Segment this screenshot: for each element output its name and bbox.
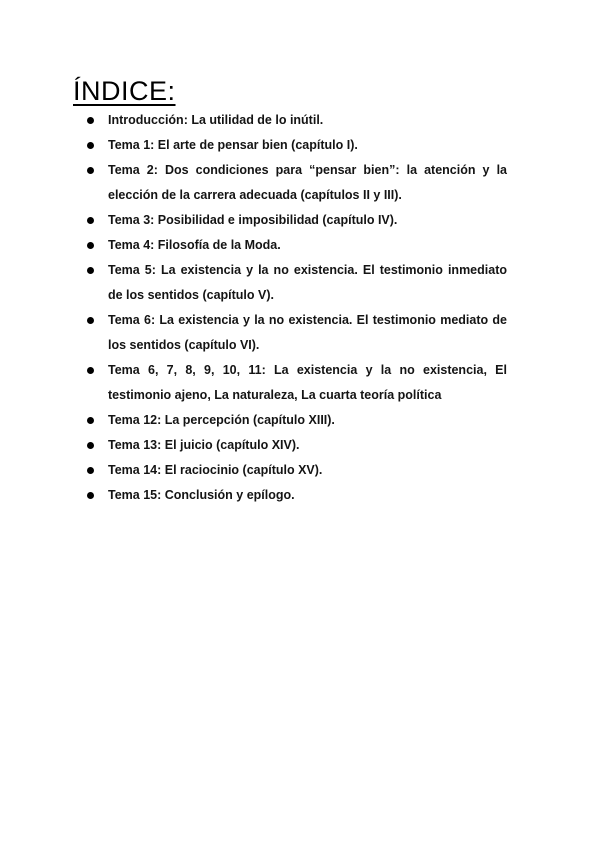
toc-item-label: Tema 2: Dos condiciones para “pensar bien”: la atención y la elección de la carrera adecuada (capítulos II y III).	[108, 163, 507, 202]
bullet-icon	[87, 142, 94, 149]
bullet-icon	[87, 467, 94, 474]
toc-item-label: Introducción: La utilidad de lo inútil.	[108, 113, 324, 127]
bullet-icon	[87, 167, 94, 174]
bullet-icon	[87, 117, 94, 124]
toc-item-label: Tema 15: Conclusión y epílogo.	[108, 488, 295, 502]
page-title: ÍNDICE:	[73, 76, 176, 106]
toc-item-tema-4	[87, 233, 507, 258]
toc-item-label: Tema 6: La existencia y la no existencia. El testimonio mediato de los sentidos (capítulo VI).	[108, 313, 507, 352]
toc-item-label: Tema 13: El juicio (capítulo XIV).	[108, 438, 300, 452]
toc-item-label: Tema 1: El arte de pensar bien (capítulo I).	[108, 138, 358, 152]
bullet-icon	[87, 317, 94, 324]
toc-item-label: Tema 5: La existencia y la no existencia. El testimonio inmediato de los sentidos (capítulo V).	[108, 263, 507, 302]
toc-item-tema-1	[87, 133, 507, 158]
toc-item-label: Tema 4: Filosofía de la Moda.	[108, 238, 281, 252]
bullet-icon	[87, 492, 94, 499]
toc-item-intro	[87, 108, 507, 133]
bullet-icon	[87, 442, 94, 449]
toc-item-tema-14	[87, 458, 507, 483]
toc-item-tema-15	[87, 483, 507, 508]
toc-item-tema-6	[87, 308, 507, 358]
toc-item-label: Tema 14: El raciocinio (capítulo XV).	[108, 463, 323, 477]
toc-item-tema-13	[87, 433, 507, 458]
toc-item-tema-2	[87, 158, 507, 208]
table-of-contents	[87, 108, 507, 508]
bullet-icon	[87, 417, 94, 424]
toc-item-tema-5	[87, 258, 507, 308]
toc-item-tema-6-11	[87, 358, 507, 408]
bullet-icon	[87, 217, 94, 224]
bullet-icon	[87, 367, 94, 374]
toc-item-tema-12	[87, 408, 507, 433]
bullet-icon	[87, 267, 94, 274]
toc-item-label: Tema 12: La percepción (capítulo XIII).	[108, 413, 335, 427]
toc-item-tema-3	[87, 208, 507, 233]
toc-item-label: Tema 6, 7, 8, 9, 10, 11: La existencia y la no existencia, El testimonio ajeno, La naturaleza, La cuarta teoría política	[108, 363, 507, 402]
bullet-icon	[87, 242, 94, 249]
toc-item-label: Tema 3: Posibilidad e imposibilidad (capítulo IV).	[108, 213, 398, 227]
